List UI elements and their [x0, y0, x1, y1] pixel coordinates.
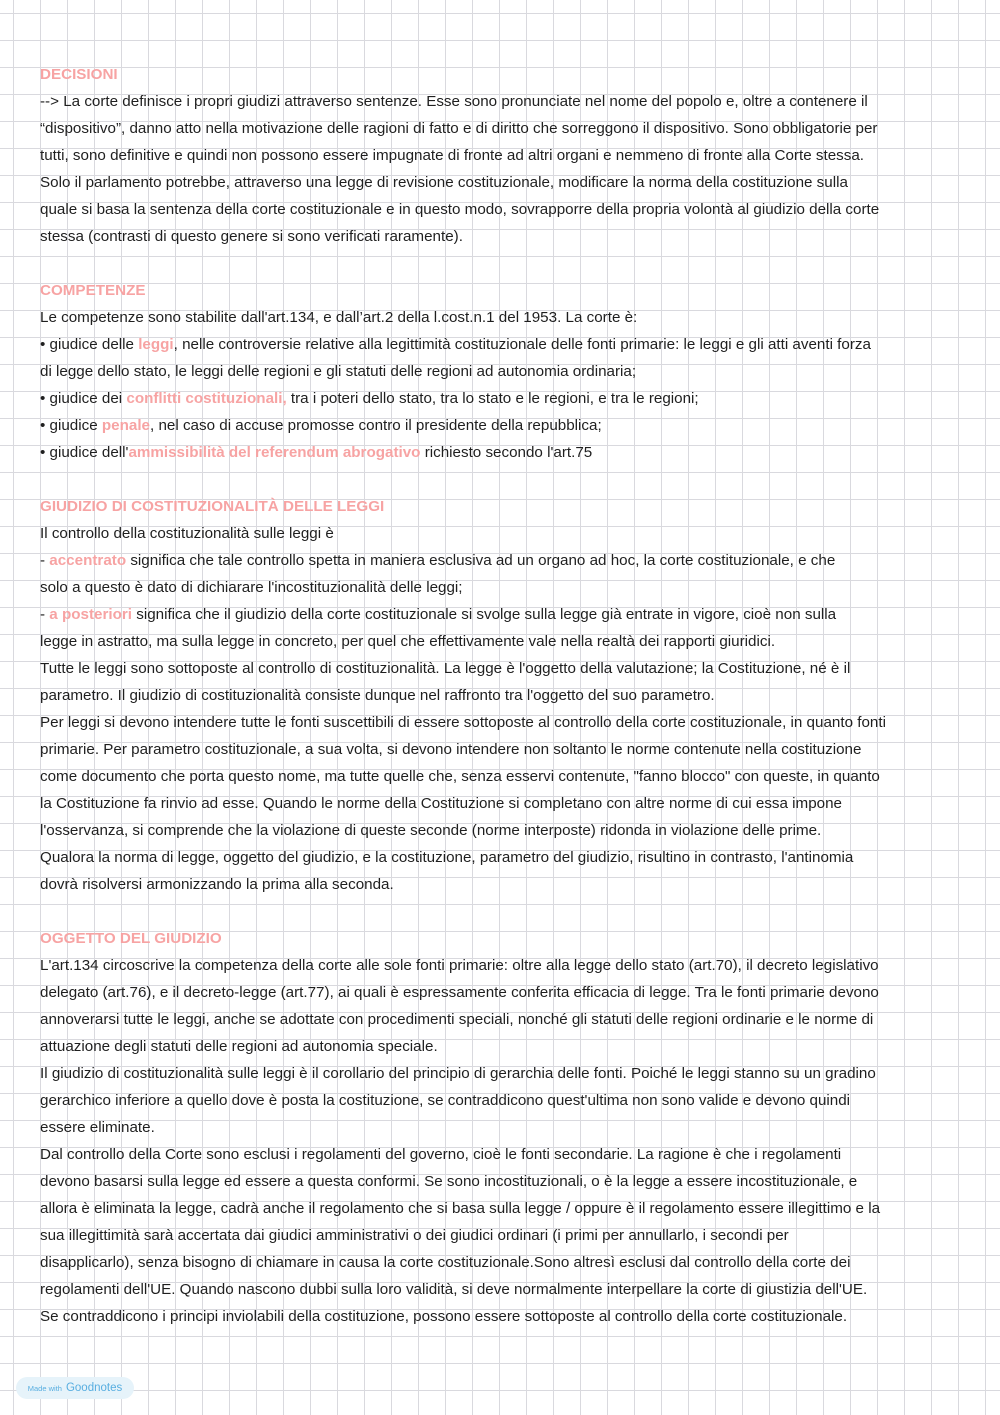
text-line: di legge dello stato, le leggi delle regioni e gli statuti delle regioni ad autonomia ordinaria;	[40, 363, 637, 380]
bullet-text: richiesto secondo l'art.75	[420, 444, 593, 461]
section-heading-giudizio: GIUDIZIO DI COSTITUZIONALITÀ DELLE LEGGI	[40, 498, 385, 515]
text-line: devono basarsi sulla legge ed essere a questa conformi. Se sono incostituzionali, o è la legge a essere incostituzionale, e	[40, 1173, 858, 1190]
text-line: Dal controllo della Corte sono esclusi i regolamenti del governo, cioè le fonti secondarie. La ragione è che i regolamenti	[40, 1146, 842, 1163]
text-line: --> La corte definisce i propri giudizi attraverso sentenze. Esse sono pronunciate nel nome del popolo e, oltre a contenere il	[40, 93, 868, 110]
text-line: stessa (contrasti di questo genere si sono verificati raramente).	[40, 228, 463, 245]
bullet-item	[40, 385, 965, 412]
text-line: sua illegittimità sarà accertata dai giudici amministrativi o dei giudici ordinari (i primi per annullarlo, i secondi per	[40, 1227, 789, 1244]
text-line: legge in astratto, ma sulla legge in concreto, per quel che effettivamente vale nella realtà dei rapporti giuridici.	[40, 633, 776, 650]
bullet-text: , nel caso di accuse promosse contro il presidente della repubblica;	[150, 417, 602, 434]
text-line: essere eliminate.	[40, 1119, 155, 1136]
text-line: Le competenze sono stabilite dall'art.134, e dall’art.2 della l.cost.n.1 del 1953. La corte è:	[40, 309, 638, 326]
badge-prefix: Made with	[27, 1383, 62, 1393]
text-line: allora è eliminata la legge, cadrà anche il regolamento che si basa sulla legge / oppure è il regolamento essere illegittimo e la	[40, 1200, 881, 1217]
section-heading-decisioni: DECISIONI	[40, 66, 118, 83]
highlight-term: penale	[101, 417, 151, 434]
text-line: Tutte le leggi sono sottoposte al controllo di costituzionalità. La legge è l'oggetto della valutazione; la Costituzione, né è il	[40, 660, 851, 677]
bullet-item	[40, 412, 965, 439]
bullet-text: • giudice delle	[40, 336, 139, 353]
badge-brand: Goodnotes	[65, 1382, 123, 1394]
text-line: gerarchico inferiore a quello dove è posta la costituzione, se contraddicono quest'ultima non sono valide e devono quindi	[40, 1092, 851, 1109]
text-line: Qualora la norma di legge, oggetto del giudizio, e la costituzione, parametro del giudizio, risultino in contrasto, l'antinomia	[40, 849, 854, 866]
text-line: la Costituzione fa rinvio ad esse. Quando le norme della Costituzione si completano con altre norme di cui essa impone	[40, 795, 842, 812]
text-line: Il giudizio di costituzionalità sulle leggi è il corollario del principio di gerarchia delle fonti. Poiché le leggi stanno su un gradino	[40, 1065, 876, 1082]
text-line: delegato (art.76), e il decreto-legge (art.77), ai quali è espressamente conferita efficacia di legge. Tra le fonti primarie devono	[40, 984, 879, 1001]
bullet-item	[40, 331, 965, 358]
highlight-term: ammissibilità del referendum abrogativo	[128, 444, 421, 461]
text-line: annoverarsi tutte le leggi, anche se adottate con procedimenti speciali, nonché gli statuti delle regioni ordinarie e le norme di	[40, 1011, 874, 1028]
highlight-term: conflitti costituzionali,	[126, 390, 287, 407]
made-with-goodnotes-badge[interactable]	[16, 1377, 134, 1399]
text-line: primarie. Per parametro costituzionale, a sua volta, si devono intendere non soltanto le norme contenute nella costituzione	[40, 741, 862, 758]
text-line: dovrà risolversi armonizzando la prima alla seconda.	[40, 876, 394, 893]
text-line: “dispositivo”, danno atto nella motivazione delle ragioni di fatto e di diritto che sorreggono il dispositivo. Sono obbligatorie per	[40, 120, 878, 137]
highlight-term: accentrato	[49, 552, 127, 569]
text-line: Solo il parlamento potrebbe, attraverso una legge di revisione costituzionale, modificare la norma della costituzione sulla	[40, 174, 848, 191]
dash-text: -	[40, 552, 50, 569]
text-line: Per leggi si devono intendere tutte le fonti suscettibili di essere sottoposte al controllo della corte costituzionale, in quanto fonti	[40, 714, 886, 731]
bullet-text: tra i poteri dello stato, tra lo stato e le regioni, e tra le regioni;	[286, 390, 699, 407]
document-page	[40, 61, 965, 1330]
dash-text: -	[40, 606, 50, 623]
bullet-text: • giudice dell'	[40, 444, 129, 461]
text-line: L'art.134 circoscrive la competenza della corte alle sole fonti primarie: oltre alla legge dello stato (art.70), il decreto legislativo	[40, 957, 879, 974]
highlight-term: leggi	[138, 336, 174, 353]
text-line: solo a questo è dato di dichiarare l'incostituzionalità delle leggi;	[40, 579, 463, 596]
highlight-term: a posteriori	[49, 606, 132, 623]
dash-text: significa che tale controllo spetta in maniera esclusiva ad un organo ad hoc, la corte costituzionale, e che	[126, 552, 836, 569]
text-line: disapplicarlo), senza bisogno di chiamare in causa la corte costituzionale.Sono altresì esclusi dal controllo della corte dei	[40, 1254, 851, 1271]
text-line: parametro. Il giudizio di costituzionalità consiste dunque nel raffronto tra l'oggetto del suo parametro.	[40, 687, 715, 704]
dash-text: significa che il giudizio della corte costituzionale si svolge sulla legge già entrate in vigore, cioè non sulla	[132, 606, 837, 623]
text-line: come documento che porta questo nome, ma tutte quelle che, senza esservi contenute, "fanno blocco" con queste, in quanto	[40, 768, 880, 785]
text-line: quale si basa la sentenza della corte costituzionale e in questo modo, sovrapporre della propria volontà al giudizio della corte	[40, 201, 880, 218]
text-line: l'osservanza, si comprende che la violazione di queste seconde (norme interposte) ridonda in violazione delle prime.	[40, 822, 822, 839]
dash-item	[40, 547, 965, 574]
bullet-text: • giudice dei	[40, 390, 127, 407]
text-line: regolamenti dell'UE. Quando nascono dubbi sulla loro validità, si deve normalmente interpellare la corte di giustizia dell'UE.	[40, 1281, 868, 1298]
bullet-text: • giudice	[40, 417, 102, 434]
text-line: Se contraddicono i principi inviolabili della costituzione, possono essere sottoposte al controllo della corte costituzionale.	[40, 1308, 848, 1325]
bullet-text: , nelle controversie relative alla legittimità costituzionale delle fonti primarie: le leggi e gli atti aventi forza	[173, 336, 871, 353]
section-heading-oggetto: OGGETTO DEL GIUDIZIO	[40, 930, 222, 947]
text-line: Il controllo della costituzionalità sulle leggi è	[40, 525, 334, 542]
bullet-item	[40, 439, 965, 466]
dash-item	[40, 601, 965, 628]
text-line: tutti, sono definitive e quindi non possono essere impugnate di fronte ad altri organi e nemmeno di fronte alla Corte stessa.	[40, 147, 864, 164]
text-line: attuazione degli statuti delle regioni ad autonomia speciale.	[40, 1038, 438, 1055]
section-heading-competenze: COMPETENZE	[40, 282, 146, 299]
